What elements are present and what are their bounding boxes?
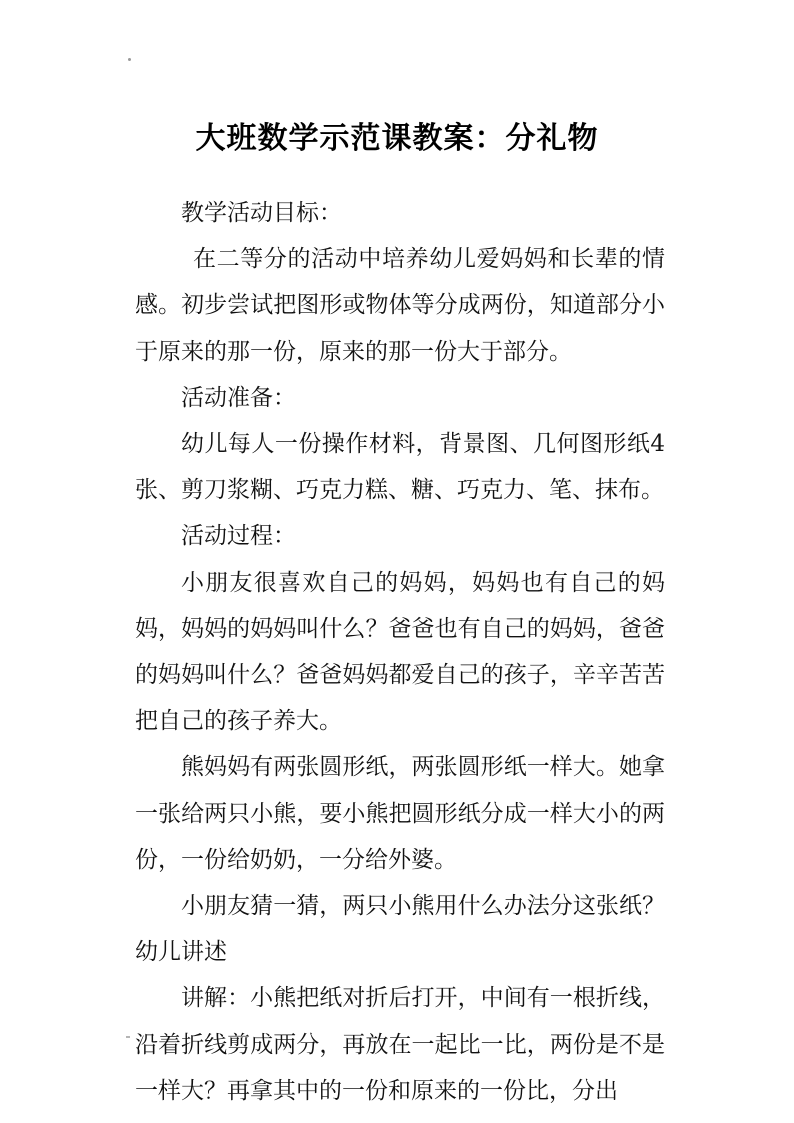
- preparation-heading: 活动准备：: [181, 384, 296, 411]
- objective-paragraph: 在二等分的活动中培养幼儿爱妈妈和长辈的情感。初步尝试把图形或物体等分成两份，知道部分小于原来的那一份，原来的那一份大于部分。: [135, 246, 665, 365]
- document-body: [135, 190, 665, 1114]
- page-corner-mark: [128, 58, 131, 61]
- process-heading: 活动过程：: [181, 523, 296, 550]
- process-paragraph-2: 熊妈妈有两张圆形纸，两张圆形纸一样大。她拿一张给两只小熊，要小熊把圆形纸分成一样大小的两份，一份给奶奶，一分给外婆。: [135, 754, 665, 873]
- page-bottom-mark: [126, 1036, 130, 1038]
- document-title: 大班数学示范课教案：分礼物: [195, 121, 599, 157]
- objective-heading: 教学活动目标：: [181, 200, 342, 226]
- process-paragraph-1: 小朋友很喜欢自己的妈妈，妈妈也有自己的妈妈，妈妈的妈妈叫什么？爸爸也有自己的妈妈，爸爸的妈妈叫什么？爸爸妈妈都爱自己的孩子，辛辛苦苦把自己的孩子养大。: [135, 569, 665, 735]
- process-paragraph-3: 小朋友猜一猜，两只小熊用什么办法分这张纸？幼儿讲述: [135, 893, 665, 966]
- process-paragraph-4: 讲解：小熊把纸对折后打开，中间有一根折线，沿着折线剪成两分，再放在一起比一比，两份是不是一样大？再拿其中的一份和原来的一份比，分出: [135, 985, 665, 1104]
- preparation-paragraph: 幼儿每人一份操作材料，背景图、几何图形纸4张、剪刀浆糊、巧克力糕、糖、巧克力、笔、抹布。: [135, 431, 665, 504]
